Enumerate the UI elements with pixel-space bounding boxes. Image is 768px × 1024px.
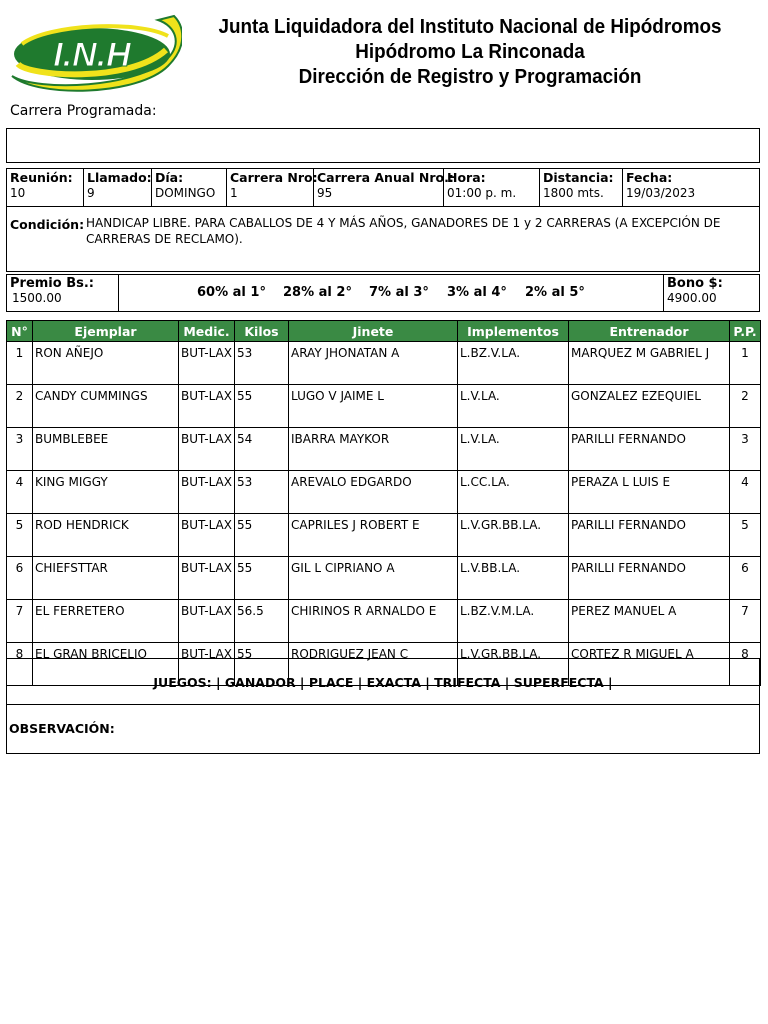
cell-pp: 3 [730, 428, 761, 471]
cell-number: 2 [7, 385, 33, 428]
premio-cell [6, 274, 119, 312]
cell-kilos: 53 [235, 342, 289, 385]
dia-value: DOMINGO [155, 186, 216, 200]
carrera-nro-value: 1 [230, 186, 238, 200]
cell-number: 4 [7, 471, 33, 514]
cell-implementos: L.V.LA. [458, 428, 569, 471]
premio-label: Premio Bs.: [10, 276, 94, 291]
carrera-nro-cell [226, 168, 318, 206]
llamado-label: Llamado: [87, 170, 152, 185]
cell-kilos: 55 [235, 514, 289, 557]
hippodrome-title: Hipódromo La Rinconada [355, 40, 585, 63]
cell-jinete: CHIRINOS R ARNALDO E [289, 600, 458, 643]
cell-medic: BUT-LAX [179, 514, 235, 557]
cell-jinete: IBARRA MAYKOR [289, 428, 458, 471]
distancia-cell [539, 168, 622, 206]
reunion-value: 10 [10, 186, 26, 200]
observacion-label: OBSERVACIÓN: [9, 721, 115, 736]
table-row [7, 471, 761, 514]
cell-number: 3 [7, 428, 33, 471]
cell-jinete: GIL L CIPRIANO A [289, 557, 458, 600]
cell-ejemplar: ROD HENDRICK [33, 514, 179, 557]
reunion-label: Reunión: [10, 170, 73, 185]
document-header [203, 14, 737, 89]
cell-medic: BUT-LAX [179, 385, 235, 428]
bono-cell [663, 274, 760, 312]
cell-number: 8 [7, 643, 33, 686]
cell-medic: BUT-LAX [179, 557, 235, 600]
observacion-row [6, 705, 760, 754]
cell-kilos: 56.5 [235, 600, 289, 643]
llamado-value: 9 [87, 186, 95, 200]
table-row [7, 600, 761, 643]
col-header-kilos: Kilos [235, 321, 289, 342]
cell-pp: 4 [730, 471, 761, 514]
cell-kilos: 55 [235, 557, 289, 600]
cell-pp: 6 [730, 557, 761, 600]
table-row [7, 514, 761, 557]
cell-implementos: L.V.GR.BB.LA. [458, 643, 569, 686]
cell-pp: 1 [730, 342, 761, 385]
cell-entrenador: PARILLI FERNANDO [569, 428, 730, 471]
table-row [7, 557, 761, 600]
llamado-cell [83, 168, 151, 206]
col-header-jinete: Jinete [289, 321, 458, 342]
cell-entrenador: CORTEZ R MIGUEL A [569, 643, 730, 686]
cell-kilos: 55 [235, 643, 289, 686]
inh-logo [8, 14, 182, 92]
cell-jinete: RODRIGUEZ JEAN C [289, 643, 458, 686]
fecha-value: 19/03/2023 [626, 186, 696, 200]
cell-entrenador: GONZALEZ EZEQUIEL [569, 385, 730, 428]
cell-kilos: 55 [235, 385, 289, 428]
cell-ejemplar: BUMBLEBEE [33, 428, 179, 471]
cell-kilos: 53 [235, 471, 289, 514]
cell-implementos: L.V.GR.BB.LA. [458, 514, 569, 557]
premio-split-3: 7% al 3° [369, 285, 429, 300]
condicion-line-1: HANDICAP LIBRE. PARA CABALLOS DE 4 Y MÁS AÑOS, GANADORES DE 1 y 2 CARRERAS (A EXCEPCIÓN DE [86, 216, 721, 230]
cell-medic: BUT-LAX [179, 600, 235, 643]
cell-medic: BUT-LAX [179, 471, 235, 514]
cell-medic: BUT-LAX [179, 428, 235, 471]
institution-title: Junta Liquidadora del Instituto Nacional de Hipódromos [218, 15, 722, 38]
table-row [7, 428, 761, 471]
hora-cell [443, 168, 539, 206]
cell-ejemplar: EL FERRETERO [33, 600, 179, 643]
cell-implementos: L.BZ.V.M.LA. [458, 600, 569, 643]
cell-number: 7 [7, 600, 33, 643]
carrera-nro-label: Carrera Nro: [230, 170, 318, 185]
dia-cell [151, 168, 226, 206]
condicion-box [6, 206, 760, 272]
carrera-anual-value: 95 [317, 186, 333, 200]
cell-medic: BUT-LAX [179, 342, 235, 385]
carrera-anual-cell [313, 168, 454, 206]
col-header-medic: Medic. [179, 321, 235, 342]
condicion-line-2: CARRERAS DE RECLAMO). [86, 232, 243, 246]
hora-label: Hora: [447, 170, 486, 185]
cell-entrenador: PERAZA L LUIS E [569, 471, 730, 514]
col-header-pp: P.P. [730, 321, 761, 342]
cell-ejemplar: EL GRAN BRICELIO [33, 643, 179, 686]
table-row [7, 342, 761, 385]
carrera-anual-label: Carrera Anual Nro.: [317, 170, 454, 185]
cell-pp: 5 [730, 514, 761, 557]
juegos-text: JUEGOS: | GANADOR | PLACE | EXACTA | TRIFECTA | SUPERFECTA | [153, 675, 613, 690]
premio-split-4: 3% al 4° [447, 285, 507, 300]
fecha-cell [622, 168, 760, 206]
col-header-number: N° [7, 321, 33, 342]
cell-jinete: LUGO V JAIME L [289, 385, 458, 428]
cell-jinete: ARAY JHONATAN A [289, 342, 458, 385]
cell-number: 5 [7, 514, 33, 557]
cell-entrenador: PARILLI FERNANDO [569, 514, 730, 557]
cell-implementos: L.V.LA. [458, 385, 569, 428]
cell-pp: 7 [730, 600, 761, 643]
premio-split-5: 2% al 5° [525, 285, 585, 300]
col-header-ejemplar: Ejemplar [33, 321, 179, 342]
cell-ejemplar: CANDY CUMMINGS [33, 385, 179, 428]
table-header-row [7, 321, 761, 342]
table-row [7, 385, 761, 428]
cell-entrenador: MARQUEZ M GABRIEL J [569, 342, 730, 385]
juegos-row [6, 658, 760, 705]
bono-label: Bono $: [667, 276, 723, 291]
hora-value: 01:00 p. m. [447, 186, 517, 200]
cell-implementos: L.BZ.V.LA. [458, 342, 569, 385]
premio-split-2: 28% al 2° [283, 285, 352, 300]
distancia-value: 1800 mts. [543, 186, 604, 200]
premio-value: 1500.00 [12, 291, 62, 305]
condicion-text [86, 215, 720, 247]
premio-split-1: 60% al 1° [197, 285, 266, 300]
logo-text: I.N.H [53, 36, 131, 74]
cell-number: 1 [7, 342, 33, 385]
cell-entrenador: PARILLI FERNANDO [569, 557, 730, 600]
cell-medic: BUT-LAX [179, 643, 235, 686]
carrera-programada-label: Carrera Programada: [10, 103, 157, 119]
carrera-programada-box [6, 128, 760, 163]
distancia-label: Distancia: [543, 170, 614, 185]
cell-jinete: CAPRILES J ROBERT E [289, 514, 458, 557]
condicion-label: Condición: [10, 217, 85, 232]
reunion-cell [6, 168, 83, 206]
cell-ejemplar: RON AÑEJO [33, 342, 179, 385]
col-header-entrenador: Entrenador [569, 321, 730, 342]
col-header-implementos: Implementos [458, 321, 569, 342]
bono-value: 4900.00 [667, 291, 717, 305]
cell-number: 6 [7, 557, 33, 600]
runners-table [6, 320, 761, 686]
cell-kilos: 54 [235, 428, 289, 471]
cell-ejemplar: CHIEFSTTAR [33, 557, 179, 600]
dia-label: Día: [155, 170, 184, 185]
fecha-label: Fecha: [626, 170, 673, 185]
cell-implementos: L.V.BB.LA. [458, 557, 569, 600]
cell-pp: 8 [730, 643, 761, 686]
department-title: Dirección de Registro y Programación [298, 65, 642, 88]
cell-implementos: L.CC.LA. [458, 471, 569, 514]
cell-pp: 2 [730, 385, 761, 428]
cell-entrenador: PEREZ MANUEL A [569, 600, 730, 643]
cell-jinete: AREVALO EDGARDO [289, 471, 458, 514]
cell-ejemplar: KING MIGGY [33, 471, 179, 514]
